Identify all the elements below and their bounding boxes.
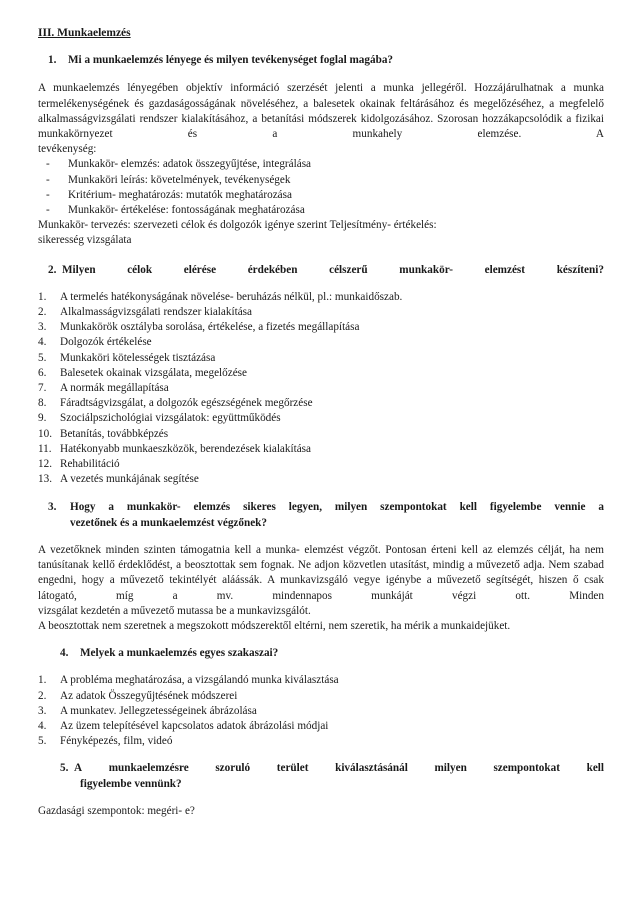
list-item: 1. A probléma meghatározása, a vizsgálandó munka kiválasztása bbox=[38, 674, 339, 687]
question-4: 4. Melyek a munkaelemzés egyes szakaszai? bbox=[60, 647, 279, 660]
list-item: 1. A termelés hatékonyságának növelése- beruházás nélkül, pl.: munkaidőszab. bbox=[38, 290, 403, 303]
q2-numbered-list bbox=[38, 290, 604, 488]
list-item: - Munkakör- elemzés: adatok összegyűjtése, integrálása bbox=[46, 158, 312, 171]
q3-paragraph-2: A beosztottak nem szeretnek a megszokott módszerektől eltérni, nem szeretik, ha mérik a munkaidejüket. bbox=[38, 619, 511, 632]
question-number: 1. bbox=[48, 54, 57, 67]
list-item: 13. A vezetés munkájának segítése bbox=[38, 473, 199, 486]
question-3: 3. Hogy a munkakör- elemzés sikeres legyen, milyen szempontokat kell figyelembe vennie a vezetőnek és a munkaelemzést végzőnek? bbox=[48, 501, 604, 529]
q1-paragraph-tail: tevékenység: bbox=[38, 143, 97, 156]
list-item: 8. Fáradtságvizsgálat, a dolgozók egészségének megőrzése bbox=[38, 397, 313, 410]
question-5: 5. A munkaelemzésre szoruló terület kiválasztásánál milyen szempontokat kell figyelembe vennünk? bbox=[60, 762, 604, 790]
section-title: III. Munkaelemzés bbox=[38, 27, 131, 39]
q1-after-line-1: Munkakör- tervezés: szervezeti célok és dolgozók igénye szerint Teljesítmény- értékelés: bbox=[38, 219, 437, 232]
question-text: Mi a munkaelemzés lényege és milyen tevékenységet foglal magába? bbox=[68, 54, 394, 67]
list-item: 9. Szociálpszichológiai vizsgálatok: együttműködés bbox=[38, 412, 281, 425]
list-item: 4. Dolgozók értékelése bbox=[38, 336, 152, 349]
list-item: 4. Az üzem telepítésével kapcsolatos adatok ábrázolási módjai bbox=[38, 719, 329, 732]
list-item: 3. Munkakörök osztályba sorolása, értékelése, a fizetés megállapítása bbox=[38, 321, 360, 334]
list-item: 5. Fényképezés, film, videó bbox=[38, 735, 173, 748]
question-number-word: 2. Milyen bbox=[48, 263, 96, 276]
q1-paragraph: A munkaelemzés lényegében objektív információ szerzését jelenti a munka jellegéről. Hozzájárulhatnak a munka termelékenységének és gazdaságosságának növeléséhez, a balesetek okainak feltárásához és megelőzéséhez, a megfelelő alkalmasságvizsgálati rendszer kialakításához, a betanítási módszerek kidolgozásához. Szorosan hozzákapcsolódik a fizikai munkakörnyezet és a munkahely elemzése. A bbox=[38, 82, 604, 141]
list-item: 6. Balesetek okainak vizsgálata, megelőzése bbox=[38, 366, 247, 379]
list-item: 10. Betanítás, továbbképzés bbox=[38, 427, 169, 440]
last-line: Gazdasági szempontok: megéri- e? bbox=[38, 804, 195, 817]
q1-bullet-list bbox=[38, 157, 604, 218]
list-item: - Munkakör- értékelése: fontosságának meghatározása bbox=[46, 204, 305, 217]
list-item: 7. A normák megállapítása bbox=[38, 382, 169, 395]
document-page bbox=[38, 26, 604, 819]
list-item: - Kritérium- meghatározás: mutatók meghatározása bbox=[46, 188, 292, 201]
list-item: 11. Hatékonyabb munkaeszközök, berendezések kialakítása bbox=[38, 442, 311, 455]
list-item: 5. Munkaköri kötelességek tisztázása bbox=[38, 351, 216, 364]
q3-paragraph-1: A vezetőknek minden szinten támogatnia kell a munka- elemzést végzőt. Pontosan érteni kell az elemzés célját, ha nem tanúsítanak kellő érdeklődést, a beosztottak sem fognak. Ne adjon közvetlen utasítást, mindig a művezető adja. Nem szabad engedni, hogy a művezető tekintélyét aláássák. A munkavizsgáló vegye igénybe a művezető segítségét, hiszen ő csak látogató, míg a mv. mindennapos munkáját végzi ott. Minden bbox=[38, 543, 604, 602]
list-item: 2. Alkalmasságvizsgálati rendszer kialakítása bbox=[38, 306, 252, 319]
q3-paragraph-1-tail: vizsgálat kezdetén a művezető mutassa be a munkavizsgálót. bbox=[38, 604, 311, 617]
question-2: 2. Milyen célok elérése érdekében célszerű munkakör- elemzést készíteni? bbox=[38, 263, 604, 278]
q1-after-line-2: sikeresség vizsgálata bbox=[38, 234, 132, 247]
q4-numbered-list bbox=[38, 673, 604, 749]
list-item: 12. Rehabilitáció bbox=[38, 458, 120, 471]
question-1 bbox=[38, 53, 604, 68]
list-item: 3. A munkatev. Jellegzetességeinek ábrázolása bbox=[38, 704, 257, 717]
list-item: 2. Az adatok Összegyűjtésének módszerei bbox=[38, 689, 238, 702]
list-item: - Munkaköri leírás: követelmények, tevékenységek bbox=[46, 173, 291, 186]
